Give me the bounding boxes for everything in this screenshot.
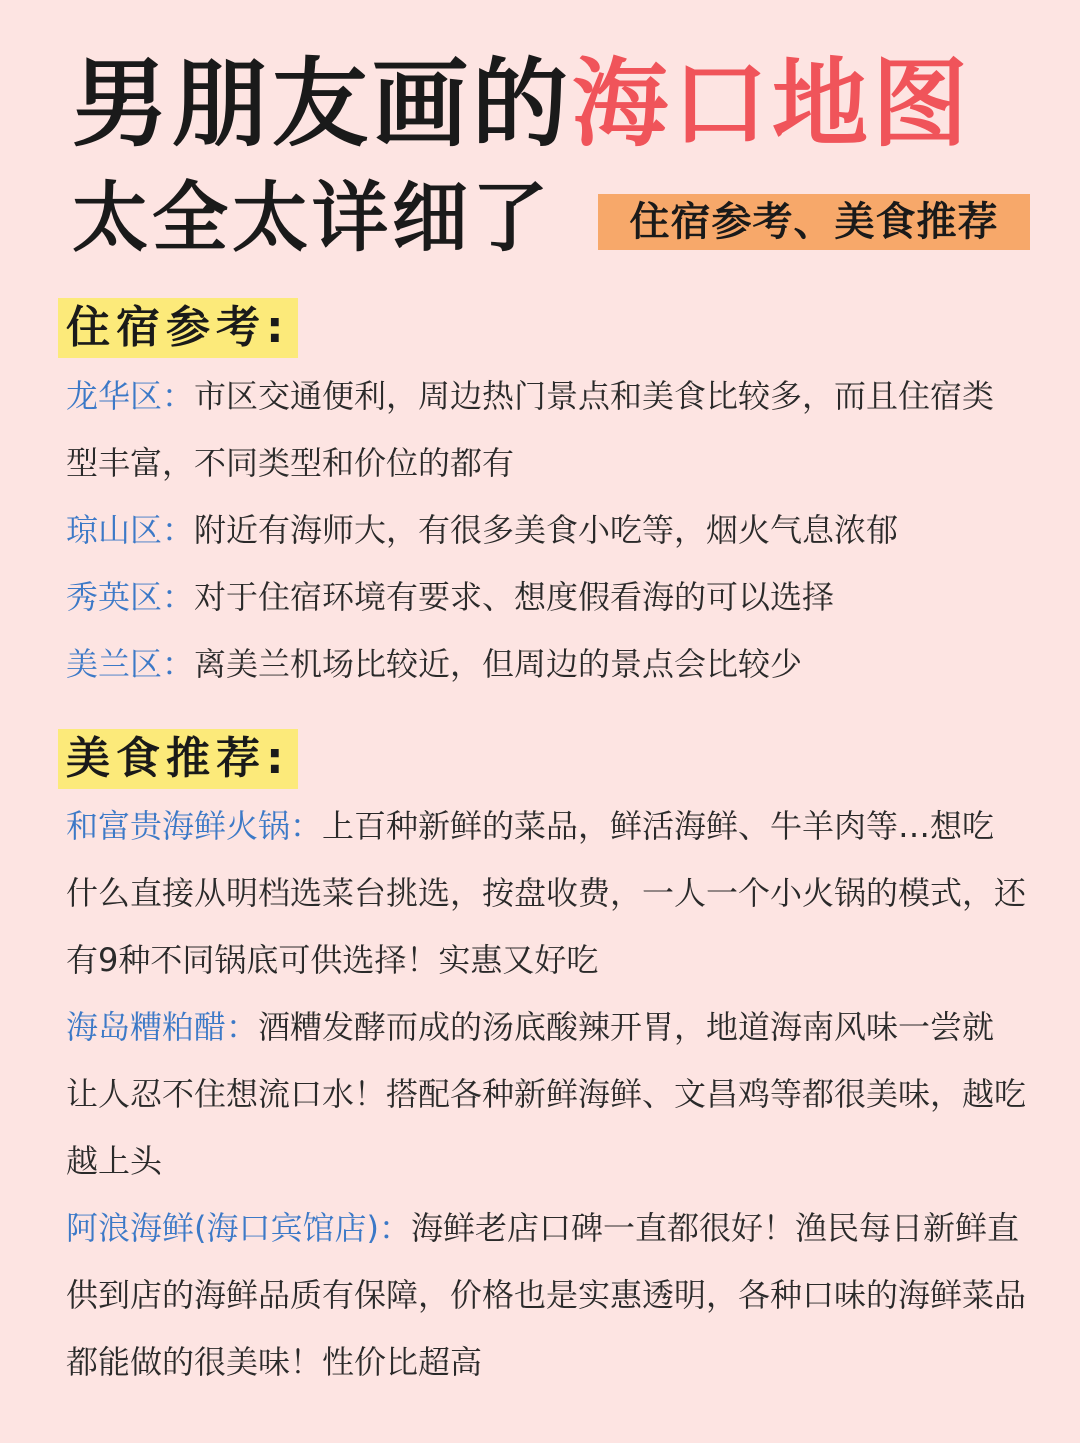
lodging-item-text: 市区交通便利，周边热门景点和美食比较多，而且住宿类型丰富，不同类型和价位的都有	[66, 377, 995, 482]
title-tag: 住宿参考、美食推荐	[598, 194, 1030, 250]
food-item-sep: ：	[290, 807, 323, 845]
food-item-label: 阿浪海鲜(海口宾馆店)	[66, 1209, 379, 1247]
food-item-sep: ：	[378, 1209, 411, 1247]
lodging-item-sep: ：	[162, 511, 195, 549]
lodging-item-sep: ：	[162, 578, 195, 616]
lodging-item-text: 对于住宿环境有要求、想度假看海的可以选择	[194, 578, 835, 616]
food-item-text: 海鲜老店口碑一直都很好！渔民每日新鲜直供到店的海鲜品质有保障，价格也是实惠透明，各种口味的海鲜菜品都能做的很美味！性价比超高	[66, 1209, 1027, 1381]
food-item-sep: ：	[226, 1008, 259, 1046]
food-item-text: 上百种新鲜的菜品，鲜活海鲜、牛羊肉等…想吃什么直接从明档选菜台挑选，按盘收费，一人一个小火锅的模式，还有9种不同锅底可供选择！实惠又好吃	[66, 807, 1027, 979]
food-item-label: 和富贵海鲜火锅	[66, 807, 291, 845]
lodging-item-label: 秀英区	[66, 578, 163, 616]
lodging-item-label: 美兰区	[66, 645, 163, 683]
lodging-heading: 住宿参考:	[58, 298, 298, 358]
lodging-item	[66, 363, 1026, 497]
food-item	[66, 793, 1026, 994]
title-plain: 男朋友画的	[72, 48, 572, 160]
lodging-item	[66, 564, 1026, 631]
lodging-item	[66, 497, 1026, 564]
food-item-text: 酒糟发酵而成的汤底酸辣开胃，地道海南风味一尝就让人忍不住想流口水！搭配各种新鲜海鲜、文昌鸡等都很美味，越吃越上头	[66, 1008, 1027, 1180]
lodging-item-text: 离美兰机场比较近，但周边的景点会比较少	[194, 645, 803, 683]
title-line-2: 太全太详细了	[72, 173, 552, 262]
lodging-item-sep: ：	[162, 377, 195, 415]
lodging-item-sep: ：	[162, 645, 195, 683]
title-accent: 海口地图	[572, 48, 972, 160]
lodging-item-text: 附近有海师大，有很多美食小吃等，烟火气息浓郁	[194, 511, 899, 549]
food-item-label: 海岛糟粕醋	[66, 1008, 227, 1046]
lodging-list	[66, 363, 1026, 698]
food-item	[66, 1195, 1026, 1396]
food-list	[66, 793, 1026, 1396]
title-line-1	[72, 48, 972, 160]
lodging-item-label: 琼山区	[66, 511, 163, 549]
lodging-item	[66, 631, 1026, 698]
lodging-item-label: 龙华区	[66, 377, 163, 415]
food-item	[66, 994, 1026, 1195]
food-heading: 美食推荐:	[58, 729, 298, 789]
